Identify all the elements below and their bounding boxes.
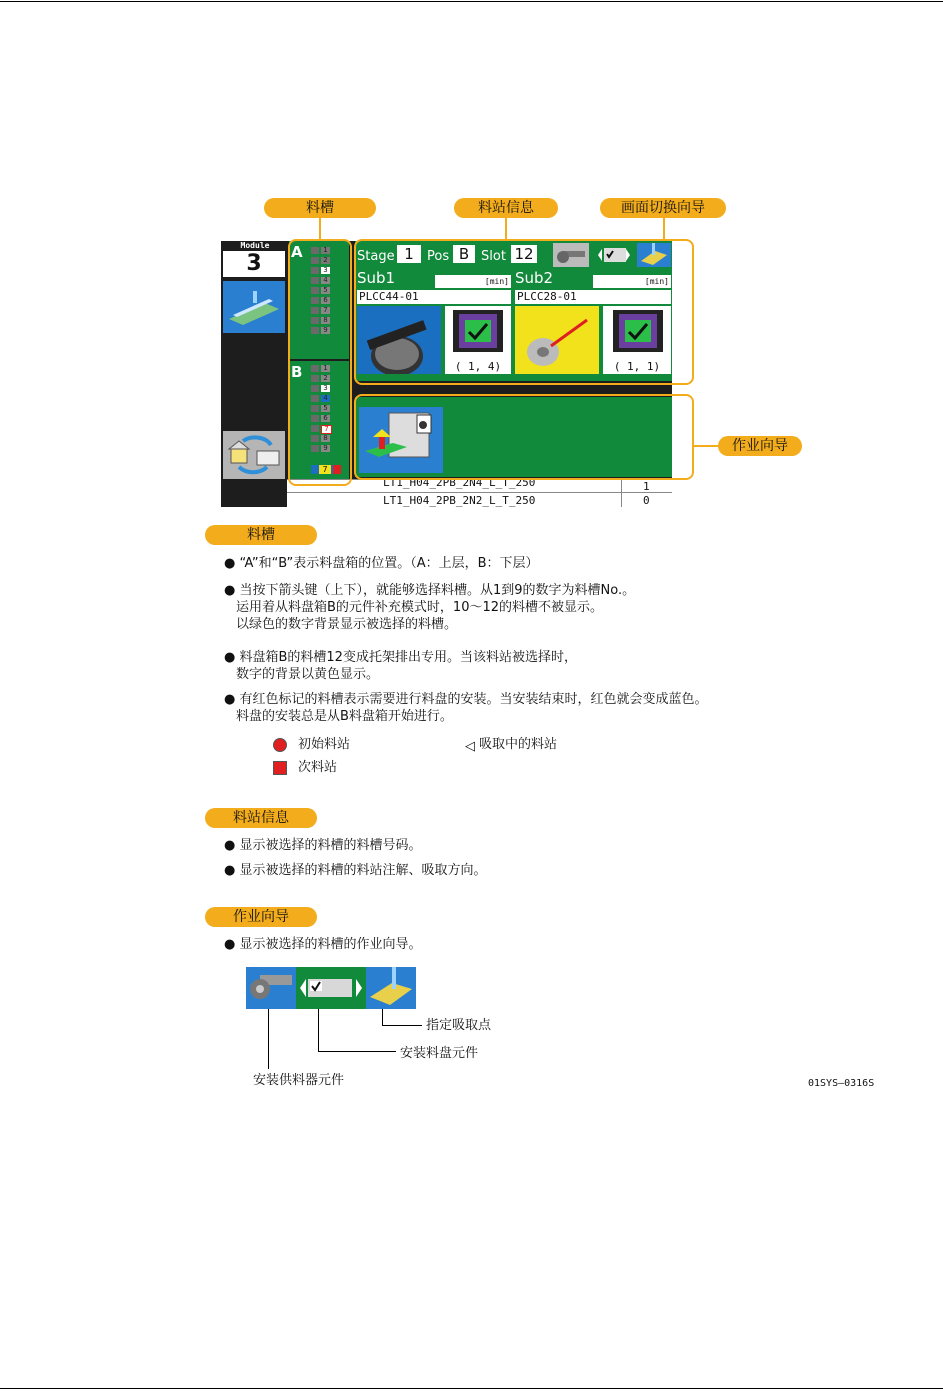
slot-bullet-line: 数字的背景以黄色显示。 (236, 667, 380, 682)
sub2-coord: ( 1, 1) (603, 360, 671, 374)
legend-picking-label: 吸取中的料站 (479, 737, 558, 752)
slot-bullet-line: 以绿色的数字背景显示被选择的料槽。 (236, 617, 458, 632)
slot-cell[interactable]: 3 (321, 385, 330, 392)
slot-cell[interactable]: 8 (321, 435, 330, 442)
slot-cell[interactable]: 2 (321, 257, 330, 264)
sub2-part: PLCC28-01 (515, 290, 671, 304)
slot-cell[interactable]: 5 (321, 405, 330, 412)
module-panel (221, 241, 287, 507)
top-rule (0, 1, 943, 2)
list-row-name: LT1_H04_2PB_2N2_L_T_250 (383, 494, 536, 507)
leader-guide (694, 445, 720, 447)
slot-cell[interactable]: 3 (321, 267, 330, 274)
sub1-part: PLCC44-01 (357, 290, 511, 304)
tray-parts-icon[interactable] (296, 967, 366, 1009)
callout-frame-station (354, 239, 694, 385)
slot-bullet-line: ● 有红色标记的料槽表示需要进行料盘的安装。当安装结束时，红色就会变成蓝色。 (224, 692, 708, 707)
list-row-value: 0 (643, 494, 650, 507)
bullet-dot: ● (224, 556, 240, 571)
slot-cell[interactable]: 6 (321, 297, 330, 304)
sub2-unit: [min] (593, 275, 671, 288)
label-tray-parts: 安装料盘元件 (400, 1046, 479, 1061)
callout-screen-switch: 画面切换向导 (600, 198, 726, 218)
callout-slot: 料槽 (264, 198, 376, 218)
module-label: Module (240, 241, 270, 250)
bullet-dot: ● (224, 692, 240, 707)
slot-bullet-line: ● “A”和“B”表示料盘箱的位置。（A：上层，B：下层） (224, 556, 539, 571)
section-title-station: 料站信息 (205, 808, 317, 828)
slot-cell[interactable]: 9 (321, 445, 330, 452)
slot-cell[interactable]: 6 (321, 415, 330, 422)
slot-b-selected-number: 7 (319, 465, 331, 474)
sub1-label: Sub1 (357, 269, 396, 287)
sub2-label: Sub2 (515, 269, 554, 287)
leader-tray (318, 1009, 319, 1051)
guide-bullet: ● 显示被选择的料槽的作业向导。 (224, 937, 422, 952)
leader-station (505, 218, 507, 240)
callout-station-info: 料站信息 (454, 198, 558, 218)
legend-initial-marker (273, 738, 287, 752)
module-image (223, 281, 285, 333)
legend-next-label: 次料站 (298, 760, 338, 775)
callout-frame-slot (288, 239, 352, 486)
pick-point-icon[interactable] (366, 967, 416, 1009)
label-feeder-parts: 安装供料器元件 (253, 1073, 345, 1088)
module-number: 3 (223, 251, 285, 277)
slot-bullet (224, 691, 708, 725)
label-pick-point: 指定吸取点 (426, 1018, 492, 1033)
leader-pick-h (382, 1025, 422, 1026)
slot-bullet-line: 运用着从料盘箱B的元件补充模式时，10～12的料槽不被显示。 (236, 600, 604, 615)
callout-frame-guide (354, 394, 694, 480)
slot-cell[interactable]: 9 (321, 327, 330, 334)
slot-cell[interactable]: 2 (321, 375, 330, 382)
slot-value: 12 (511, 245, 537, 263)
leader-slot (319, 218, 321, 240)
slot-bullet-line: ● 当按下箭头键（上下），就能够选择料槽。从1到9的数字为料槽No.。 (224, 583, 636, 598)
leader-pick (382, 1009, 383, 1025)
screen-switch-icon[interactable] (223, 431, 285, 479)
section-title-slot: 料槽 (205, 525, 317, 545)
slot-bullet (224, 649, 577, 683)
legend-picking-marker: ◁ (465, 739, 475, 754)
slot-bullet (224, 582, 635, 633)
station-bullet-1: ● 显示被选择的料槽的料槽号码。 (224, 838, 422, 853)
box-a-label: A (291, 243, 303, 261)
slot-label-screen: Slot (481, 249, 506, 264)
legend-initial-label: 初始料站 (298, 737, 351, 752)
callout-work-guide: 作业向导 (718, 436, 802, 456)
legend-next-marker (273, 761, 287, 775)
slot-bullet (224, 555, 539, 572)
slot-cell[interactable]: 8 (321, 317, 330, 324)
slot-cell[interactable]: 1 (321, 365, 330, 372)
slot-bullet-line: 料盘的安装总是从B料盘箱开始进行。 (236, 709, 453, 724)
pos-label: Pos (427, 249, 450, 264)
list-row-value: 1 (643, 480, 650, 493)
bullet-dot: ● (224, 650, 240, 665)
pos-value: B (453, 245, 475, 263)
stage-value: 1 (397, 245, 421, 263)
stage-label: Stage (357, 249, 395, 264)
sub1-coord: ( 1, 4) (445, 360, 511, 374)
slot-bullet-line: ● 料盘箱B的料槽12变成托架排出专用。当该料站被选择时， (224, 650, 577, 665)
leader-feeder (268, 1009, 269, 1069)
slot-cell[interactable]: 5 (321, 287, 330, 294)
bullet-dot: ● (224, 583, 240, 598)
leader-tray-h (318, 1051, 396, 1052)
slot-cell[interactable]: 4 (321, 277, 330, 284)
leader-switch (663, 218, 665, 240)
section-title-guide: 作业向导 (205, 907, 317, 927)
bottom-rule (0, 1388, 943, 1389)
feeder-parts-icon[interactable] (246, 967, 296, 1009)
list-row[interactable] (287, 493, 672, 505)
list-column-divider (621, 480, 622, 507)
slot-cell[interactable]: 1 (321, 247, 330, 254)
sub1-unit: [min] (435, 275, 511, 288)
slot-cell[interactable]: 7 (321, 307, 330, 314)
slot-cell[interactable]: 7 (321, 425, 332, 434)
box-b-label: B (291, 363, 303, 381)
list-row-name: LT1_H04_2PB_2N4_L_T_250 (383, 476, 536, 489)
figure-code: 01SYS—0316S (808, 1078, 875, 1089)
station-bullet-2: ● 显示被选择的料槽的料站注解、吸取方向。 (224, 863, 487, 878)
slot-cell[interactable]: 4 (321, 395, 330, 402)
